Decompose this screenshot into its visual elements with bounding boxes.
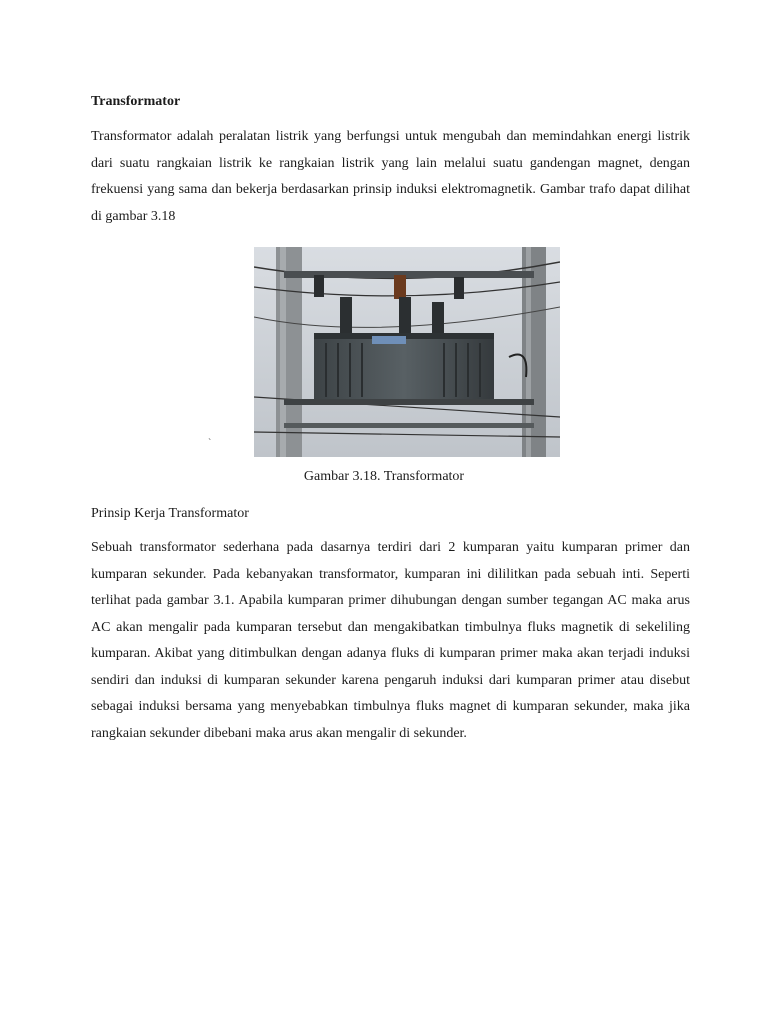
transformer-illustration xyxy=(254,247,560,457)
section-paragraph: Sebuah transformator sederhana pada dasarnya terdiri dari 2 kumparan yaitu kumparan primer dan kumparan sekunder. Pada kebanyakan transformator, kumparan ini dililitkan pada sebuah inti. Seperti terlihat pada gambar 3.1. Apabila kumparan primer dihubungan dengan sumber tegangan AC maka arus AC akan mengalir pada kumparan tersebut dan mengakibatkan timbulnya fluks magnetik di sekeliling kumparan. Akibat yang ditimbulkan dengan adanya fluks di kumparan primer maka akan terjadi induksi sendiri dan induksi di kumparan sekunder karena pengaruh induksi dari kumparan primer atau disebut sebagai induksi bersama yang menyebabkan timbulnya fluks magnet di kumparan sekunder, maka jika rangkaian sekunder dibebani maka arus akan mengalir di sekunder. xyxy=(91,540,690,741)
section-title: Prinsip Kerja Transformator xyxy=(91,506,249,521)
stray-mark: ` xyxy=(208,438,212,449)
figure-caption: Gambar 3.18. Transformator xyxy=(303,469,465,484)
transformer-photo xyxy=(254,247,560,457)
page-title: Transformator xyxy=(91,94,181,109)
intro-paragraph: Transformator adalah peralatan listrik yang berfungsi untuk mengubah dan memindahkan energi listrik dari suatu rangkaian listrik ke rangkaian listrik yang lain melalui suatu gandengan magnet, dengan frekuensi yang sama dan bekerja berdasarkan prinsip induksi elektromagnetik. Gambar trafo dapat dilihat di gambar 3.18 xyxy=(91,129,690,224)
